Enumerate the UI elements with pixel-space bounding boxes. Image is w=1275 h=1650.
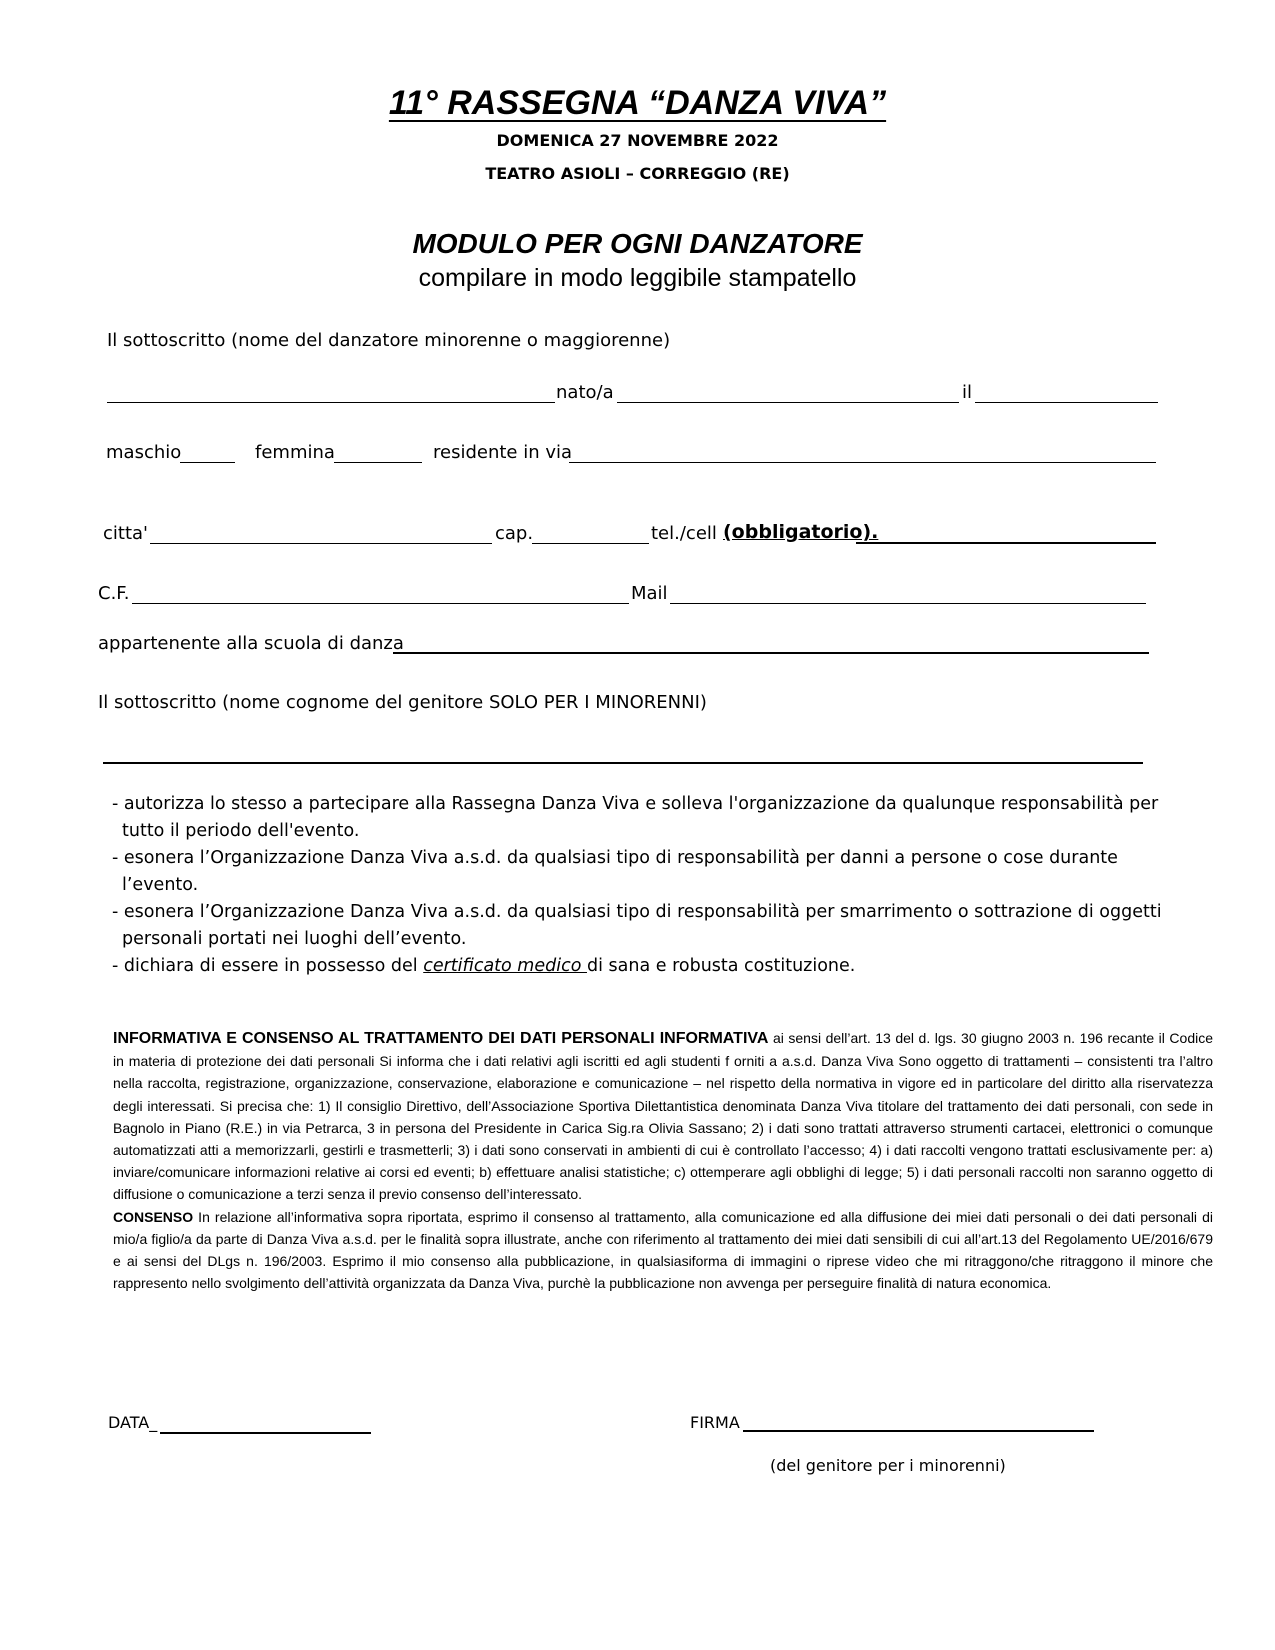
mail-label: Mail: [631, 583, 668, 604]
declaration-4: [112, 952, 1212, 980]
event-title: 11° RASSEGNA “DANZA VIVA”: [388, 84, 887, 122]
signature-label: FIRMA: [690, 1413, 740, 1432]
zip-label: cap.: [495, 523, 534, 544]
consent-body: In relazione all’informativa sopra riportata, esprimo il consenso al trattamento, alla comunicazione ed alla diffusione dei miei dati personali o dei dati personali di mio/a figlio/a da parte di Danza Viva a.s.d. per le finalità sopra illustrate, anche con riferimento al trattamento dei miei dati sensibili di cui all’art.13 del Regolamento UE/2016/679 e ai sensi del DLgs n. 196/2003. Esprimo il mio consenso alla pubblicazione, in qualsiasiforma di immagini o riprese video che mi ritraggono/che ritraggono il minore che rappresento nello svolgimento dell’attività organizzata da Danza Viva, purchè la pubblicazione non avvenga per perseguire finalità di natura economica.: [113, 1208, 1213, 1292]
form-title: MODULO PER OGNI DANZATORE: [412, 228, 863, 259]
parent-intro-label: Il sottoscritto (nome cognome del genitore SOLO PER I MINORENNI): [98, 692, 707, 713]
address-label: residente in via: [433, 442, 573, 463]
female-field[interactable]: [334, 462, 422, 463]
male-label: maschio: [106, 442, 182, 463]
city-field[interactable]: [150, 543, 492, 544]
signature-note: (del genitore per i minorenni): [770, 1456, 1006, 1475]
dancer-intro-label: Il sottoscritto (nome del danzatore minorenne o maggiorenne): [107, 330, 671, 351]
privacy-notice: [113, 1027, 1213, 1294]
declaration-3-line-2: personali portati nei luoghi dell’evento.: [122, 929, 467, 949]
declaration-2-line-1: - esonera l’Organizzazione Danza Viva a.s.d. da qualsiasi tipo di responsabilità per danni a persone o cose durante: [112, 848, 1118, 868]
dancer-name-field[interactable]: [107, 402, 555, 403]
declaration-4-after: di sana e robusta costituzione.: [586, 956, 856, 976]
date-label: DATA_: [108, 1413, 158, 1432]
zip-field[interactable]: [532, 543, 649, 544]
date-field[interactable]: [160, 1432, 371, 1434]
address-field[interactable]: [569, 462, 1156, 463]
phone-field[interactable]: [856, 542, 1156, 544]
school-field[interactable]: [393, 652, 1149, 654]
consent-heading: CONSENSO: [113, 1208, 194, 1225]
male-field[interactable]: [180, 462, 235, 463]
declaration-3-line-1: - esonera l’Organizzazione Danza Viva a.s.d. da qualsiasi tipo di responsabilità per smarrimento o sottrazione di oggetti: [112, 902, 1162, 922]
phone-label: tel./cell: [651, 523, 717, 544]
declaration-4-before: - dichiara di essere in possesso del: [112, 956, 424, 976]
birthplace-field[interactable]: [617, 402, 959, 403]
medical-certificate-emphasis: certificato medico: [423, 956, 587, 976]
declaration-1-line-2: tutto il periodo dell'evento.: [122, 821, 360, 841]
phone-required-note: (obbligatorio).: [723, 521, 879, 543]
event-date: DOMENICA 27 NOVEMBRE 2022: [496, 131, 779, 150]
privacy-body: ai sensi dell’art. 13 del d. lgs. 30 giugno 2003 n. 196 recante il Codice in materia di protezione dei dati personali Si informa che i dati relativi agli iscritti ed agli studenti f orniti a a.s.d. Danza Viva Sono oggetto di trattamenti – consistenti tra l’altro nella raccolta, registrazione, organizzazione, conservazione, elaborazione e comunicazione – nel rispetto della normativa in vigore ed in particolare del diritto alla riservatezza degli interessati. Si precisa che: 1) Il consiglio Direttivo, dell’Associazione Sportiva Dilettantistica denominata Danza Viva titolare del trattamento dei dati personali, con sede in Bagnolo in Piano (R.E.) in via Petrarca, 3 in persona del Presidente in Carica Sig.ra Olivia Sassano; 2) i dati sono trattati attraverso strumenti cartacei, elettronici o comunque automatizzati atti a memorizzarli, gestirli e trasmetterli; 3) i dati sono conservati in ambienti di cui è controllato l’accesso; 4) i dati raccolti vengono trattati esclusivamente per: a) inviare/comunicare informazioni relative ai corsi ed eventi; b) effettuare analisi statistiche; c) ottemperare agli obblighi di legge; 5) i dati personali raccolti non saranno oggetto di diffusione o comunicazione a terzi senza il previo consenso dell’interessato.: [113, 1030, 1214, 1203]
birthdate-label: il: [962, 382, 973, 403]
tax-code-label: C.F.: [98, 583, 130, 604]
signature-field[interactable]: [743, 1430, 1094, 1432]
tax-code-field[interactable]: [132, 603, 629, 604]
school-label: appartenente alla scuola di danza: [98, 633, 404, 654]
born-label: nato/a: [556, 382, 614, 403]
privacy-heading: INFORMATIVA E CONSENSO AL TRATTAMENTO DEI DATI PERSONALI INFORMATIVA: [113, 1030, 769, 1047]
form-subtitle: compilare in modo leggibile stampatello: [418, 264, 857, 292]
birthdate-field[interactable]: [975, 402, 1158, 403]
city-label: citta': [103, 523, 148, 544]
parent-name-field[interactable]: [103, 762, 1143, 764]
female-label: femmina: [255, 442, 335, 463]
event-venue: TEATRO ASIOLI – CORREGGIO (RE): [485, 164, 790, 183]
declaration-1-line-1: - autorizza lo stesso a partecipare alla Rassegna Danza Viva e solleva l'organizzazione da qualunque responsabilità per: [112, 794, 1159, 814]
mail-field[interactable]: [670, 603, 1146, 604]
declaration-2-line-2: l’evento.: [122, 875, 199, 895]
